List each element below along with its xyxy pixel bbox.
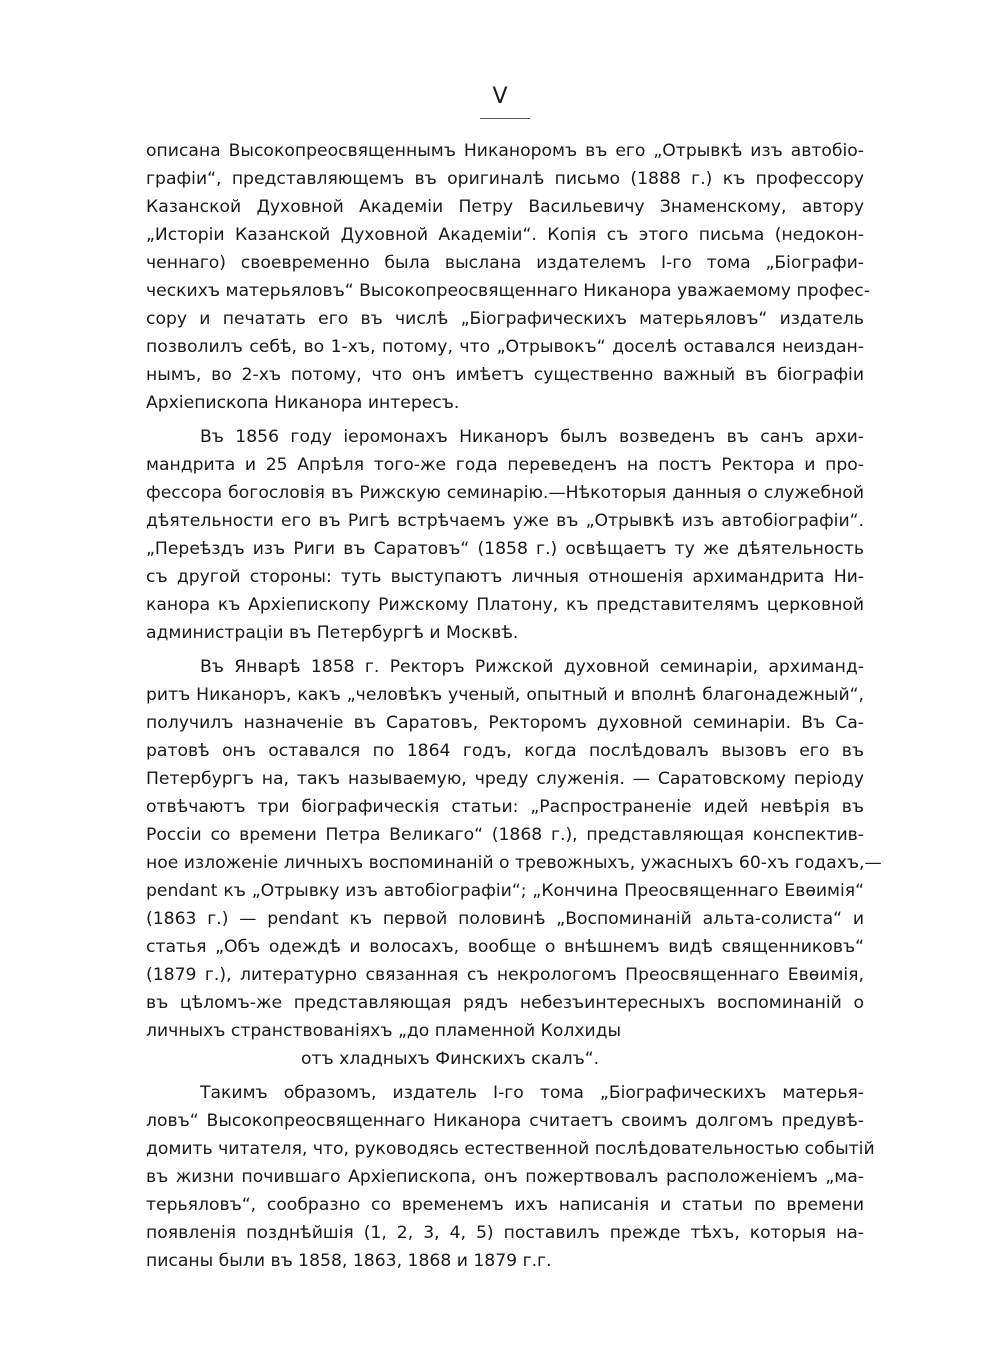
- text-line: Въ Январѣ 1858 г. Ректоръ Рижской духовной семинаріи, архиманд-: [200, 657, 864, 677]
- text-line: въ цѣломъ-же представляющая рядъ небезъинтересныхъ воспоминаній о: [146, 993, 864, 1013]
- text-line: домить читателя, что, руководясь естественной послѣдовательностью событій: [146, 1139, 875, 1159]
- text-line: „Исторіи Казанской Духовной Академіи“. Копія съ этого письма (недокон-: [146, 225, 864, 245]
- text-line: съ другой стороны: туть выступаютъ личныя отношенія архимандрита Ни-: [146, 567, 864, 587]
- page-number-rule: [480, 118, 530, 119]
- text-line: личныхъ странствованіяхъ „до пламенной Колхиды: [146, 1021, 622, 1041]
- text-line: дѣятельности его въ Ригѣ встрѣчаемъ уже въ „Отрывкѣ изъ автобіографіи“.: [146, 511, 864, 531]
- paragraph-2: [146, 423, 864, 647]
- text-line: Въ 1856 году іеромонахъ Никаноръ былъ возведенъ въ санъ архи-: [200, 427, 864, 447]
- paragraph-4: [146, 1079, 875, 1275]
- text-line: мандрита и 25 Апрѣля того-же года переведенъ на постъ Ректора и про-: [146, 455, 864, 475]
- text-line: появленія позднѣйшія (1, 2, 3, 4, 5) поставилъ прежде тѣхъ, которыя на-: [146, 1223, 864, 1243]
- text-line: Петербургъ на, такъ называемую, чреду служенія. — Саратовскому періоду: [146, 769, 864, 789]
- text-line: pendant къ „Отрывку изъ автобіографіи“; „Кончина Преосвященнаго Евѳимія“: [146, 881, 864, 901]
- text-line: администраціи въ Петербургѣ и Москвѣ.: [146, 623, 519, 643]
- text-line: канора къ Архіепископу Рижскому Платону, къ представителямъ церковной: [146, 595, 864, 615]
- paragraph-3: [146, 653, 882, 1073]
- text-line: (1863 г.) — pendant къ первой половинѣ „Воспоминаній альта-солиста“ и: [146, 909, 864, 929]
- text-line: нымъ, во 2-хъ потому, что онъ имѣетъ существенно важный въ біографіи: [146, 365, 864, 385]
- text-line: (1879 г.), литературно связанная съ некрологомъ Преосвященнаго Евѳимія,: [146, 965, 864, 985]
- text-line: сору и печатать его въ числѣ „Біографическихъ матерьяловъ“ издатель: [146, 309, 864, 329]
- text-line: ченнаго) своевременно была выслана издателемъ I-го тома „Біографи-: [146, 253, 864, 273]
- text-line: отвѣчаютъ три біографическія статьи: „Распространеніе идей невѣрія въ: [146, 797, 864, 817]
- body-text: [146, 137, 882, 1275]
- text-line: ритъ Никаноръ, какъ „человѣкъ ученый, опытный и вполнѣ благонадежный“,: [146, 685, 864, 705]
- paragraph-1: [146, 137, 871, 417]
- text-line: графіи“, представляющемъ въ оригиналѣ письмо (1888 г.) къ профессору: [146, 169, 864, 189]
- text-line: писаны были въ 1858, 1863, 1868 и 1879 г.г.: [146, 1251, 552, 1271]
- text-line: Казанской Духовной Академіи Петру Васильевичу Знаменскому, автору: [146, 197, 864, 217]
- text-line: получилъ назначеніе въ Саратовъ, Ректоромъ духовной семинаріи. Въ Са-: [146, 713, 864, 733]
- text-line: позволилъ себѣ, во 1-хъ, потому, что „Отрывокъ“ доселѣ оставался неиздан-: [146, 337, 864, 357]
- text-line: ное изложеніе личныхъ воспоминаній о тревожныхъ, ужасныхъ 60-хъ годахъ,—: [146, 853, 882, 873]
- page-number: V: [492, 84, 508, 109]
- verse-line: отъ хладныхъ Финскихъ скалъ“.: [301, 1049, 600, 1069]
- text-line: Такимъ образомъ, издатель I-го тома „Біографическихъ матерья-: [200, 1083, 864, 1103]
- text-line: „Переѣздъ изъ Риги въ Саратовъ“ (1858 г.) освѣщаетъ ту же дѣятельность: [146, 539, 864, 559]
- text-line: ловъ“ Высокопреосвященнаго Никанора считаетъ своимъ долгомъ предувѣ-: [146, 1111, 864, 1131]
- text-line: описана Высокопреосвященнымъ Никаноромъ въ его „Отрывкѣ изъ автобіо-: [146, 141, 864, 161]
- text-line: Россіи со времени Петра Великаго“ (1868 г.), представляющая конспектив-: [146, 825, 864, 845]
- text-line: фессора богословія въ Рижскую семинарію.—Нѣкоторыя данныя о служебной: [146, 483, 864, 503]
- text-line: Архіепископа Никанора интересъ.: [146, 393, 460, 413]
- text-line: статья „Объ одеждѣ и волосахъ, вообще о внѣшнемъ видѣ священниковъ“: [146, 937, 864, 957]
- text-line: въ жизни почившаго Архіепископа, онъ пожертвовалъ расположеніемъ „ма-: [146, 1167, 864, 1187]
- text-line: ратовѣ онъ оставался по 1864 годъ, когда послѣдовалъ вызовъ его въ: [146, 741, 864, 761]
- text-line: терьяловъ“, сообразно со временемъ ихъ написанія и статьи по времени: [146, 1195, 864, 1215]
- text-line: ческихъ матерьяловъ“ Высокопреосвященнаго Никанора уважаемому профес-: [146, 281, 871, 301]
